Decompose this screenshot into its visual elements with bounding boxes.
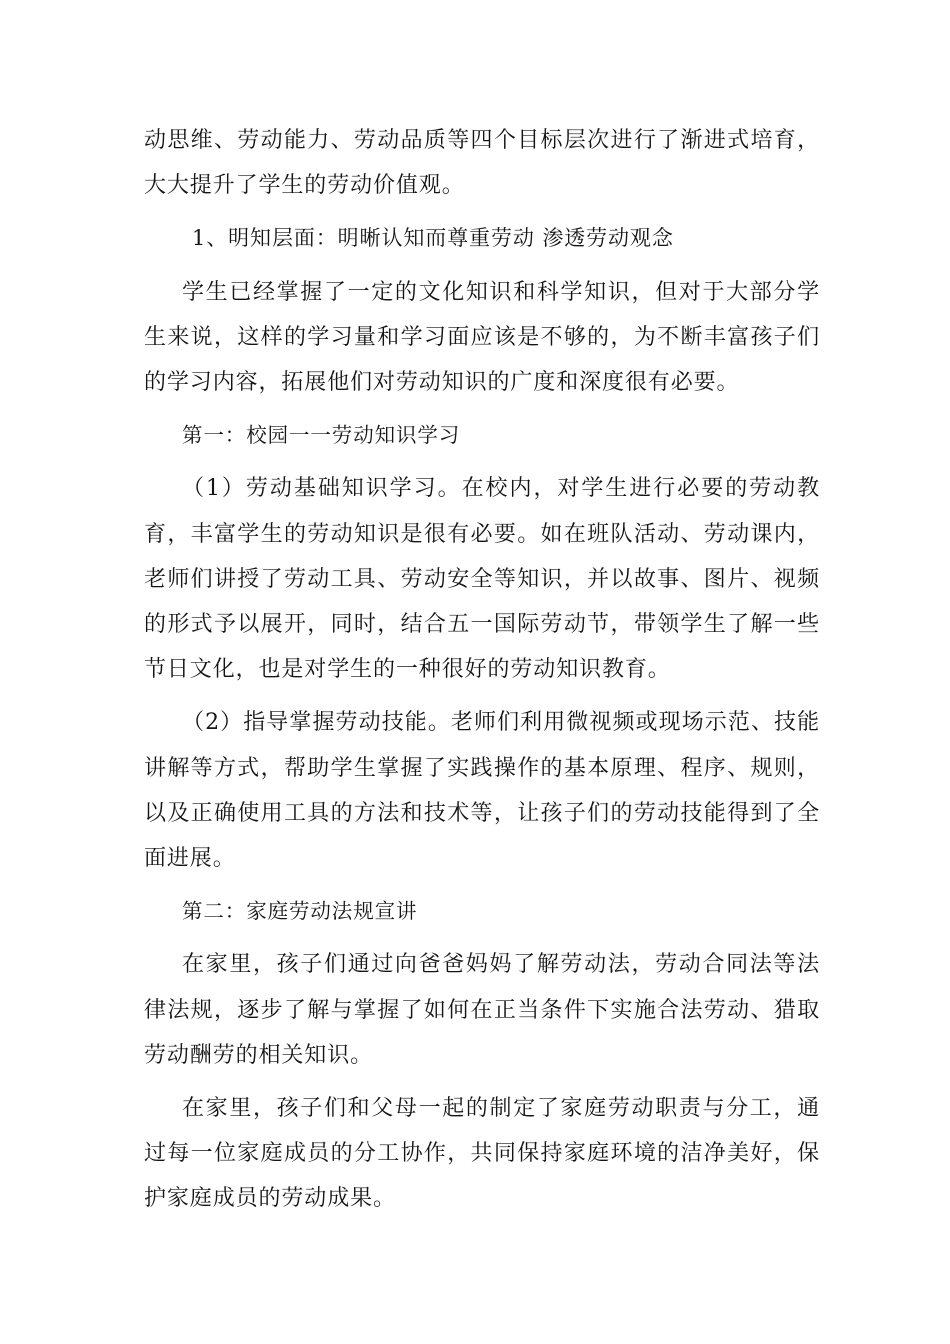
paragraph-continuation: 动思维、劳动能力、劳动品质等四个目标层次进行了渐进式培育，大大提升了学生的劳动价值观。 [144,128,820,199]
paragraph: （2）指导掌握劳动技能。老师们利用微视频或现场示范、技能讲解等方式，帮助学生掌握了实践操作的基本原理、程序、规则，以及正确使用工具的方法和技术等，让孩子们的劳动技能得到了全面进展。 [144,710,820,872]
paragraph: 学生已经掌握了一定的文化知识和科学知识，但对于大部分学生来说，这样的学习量和学习面应该是不够的，为不断丰富孩子们的学习内容，拓展他们对劳动知识的广度和深度很有必要。 [144,279,820,396]
subsection-heading: 第一：校园一一劳动知识学习 [182,423,461,448]
section-heading: 1、明知层面：明晰认知而尊重劳动 渗透劳动观念 [192,226,674,251]
paragraph: 在家里，孩子们通过向爸爸妈妈了解劳动法，劳动合同法等法律法规，逐步了解与掌握了如何在正当条件下实施合法劳动、猎取劳动酬劳的相关知识。 [144,952,820,1068]
paragraph: 在家里，孩子们和父母一起的制定了家庭劳动职责与分工，通过每一位家庭成员的分工协作，共同保持家庭环境的洁净美好，保护家庭成员的劳动成果。 [144,1096,820,1212]
subsection-heading: 第二：家庭劳动法规宣讲 [182,899,418,924]
document-body [144,118,820,1230]
paragraph: （1）劳动基础知识学习。在校内，对学生进行必要的劳动教育，丰富学生的劳动知识是很有必要。如在班队活动、劳动课内，老师们讲授了劳动工具、劳动安全等知识，并以故事、图片、视频的形式予以展开，同时，结合五一国际劳动节，带领学生了解一些节日文化，也是对学生的一种很好的劳动知识教育。 [144,476,820,683]
